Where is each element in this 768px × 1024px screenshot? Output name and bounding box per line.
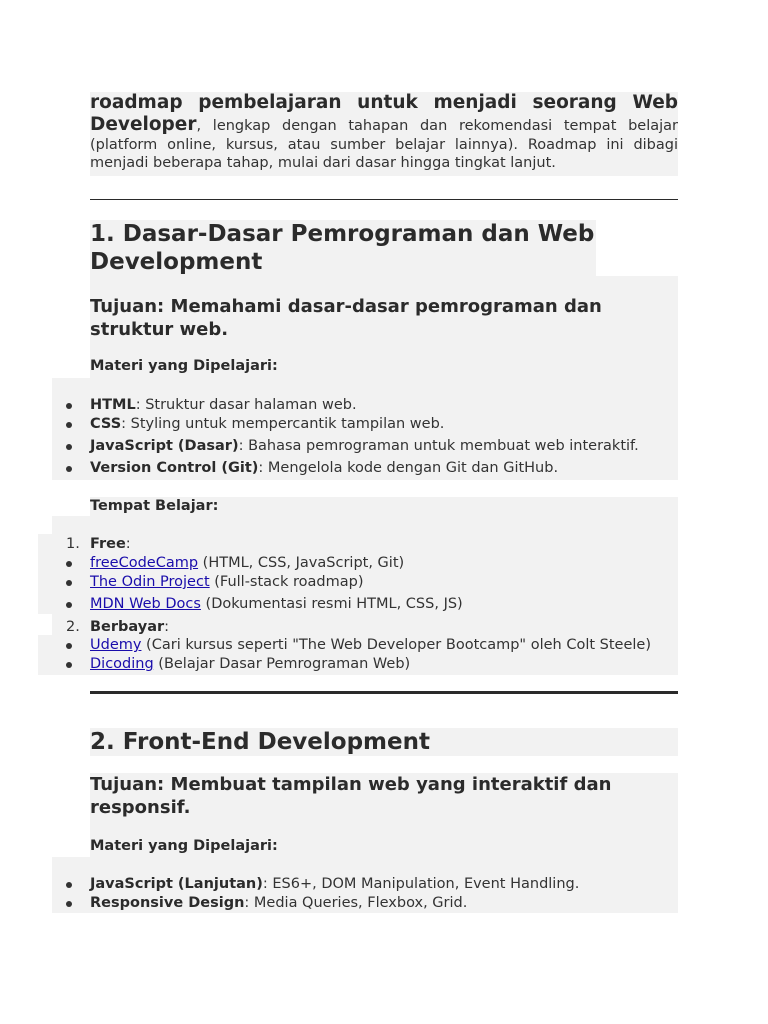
intro-text: , lengkap dengan tahapan dan rekomendasi tempat belajar (platform online, kursus, atau sumber belajar lainnya). Roadmap ini dibagi menjadi beberapa tahap, mulai dari dasar hingga tingkat lanjut. — [90, 118, 678, 171]
list-item: Dicoding (Belajar Dasar Pemrograman Web) — [90, 656, 411, 672]
list-bg-strip — [52, 378, 678, 396]
bullet-icon — [66, 901, 72, 907]
list-bg-strip — [52, 857, 678, 875]
bullet-icon — [66, 561, 72, 567]
list-number: 2. — [66, 619, 80, 635]
section1-goal: Tujuan: Memahami dasar-dasar pemrograman dan struktur web. — [90, 296, 602, 340]
paid-label: Berbayar: — [90, 619, 170, 635]
list-bg-strip — [52, 516, 678, 534]
section1-bg-strip — [90, 276, 678, 296]
intro-lead: roadmap pembelajaran untuk menjadi seorang Web Developer — [90, 92, 678, 135]
odin-project-link[interactable]: The Odin Project — [90, 574, 210, 590]
tempat-heading-box — [90, 497, 678, 516]
list-item: The Odin Project (Full-stack roadmap) — [90, 574, 364, 590]
freecodecamp-link[interactable]: freeCodeCamp — [90, 555, 199, 571]
mdn-web-docs-link[interactable]: MDN Web Docs — [90, 596, 201, 612]
bullet-icon — [66, 403, 72, 409]
bullet-icon — [66, 466, 72, 472]
section1-title: 1. Dasar-Dasar Pemrograman dan Web Development — [90, 221, 595, 275]
list-item: freeCodeCamp (HTML, CSS, JavaScript, Git) — [90, 555, 405, 571]
section2-goal: Tujuan: Membuat tampilan web yang interaktif dan responsif. — [90, 774, 612, 818]
section2-title-box — [90, 728, 678, 756]
list-item: Responsive Design: Media Queries, Flexbox, Grid. — [90, 895, 468, 911]
list-item: Version Control (Git): Mengelola kode dengan Git dan GitHub. — [90, 460, 559, 476]
intro-paragraph — [90, 92, 678, 176]
divider — [90, 199, 678, 200]
section1-tempat-heading: Tempat Belajar: — [90, 498, 219, 514]
list-item: MDN Web Docs (Dokumentasi resmi HTML, CSS, JS) — [90, 596, 463, 612]
section1-goal-box — [90, 295, 678, 378]
udemy-link[interactable]: Udemy — [90, 637, 142, 653]
section2-goal-box — [90, 773, 678, 857]
list-item: Udemy (Cari kursus seperti "The Web Developer Bootcamp" oleh Colt Steele) — [90, 637, 651, 653]
list-item: HTML: Struktur dasar halaman web. — [90, 397, 357, 413]
section1-materi-heading: Materi yang Dipelajari: — [90, 358, 278, 374]
divider — [90, 691, 678, 694]
section2-materi-heading: Materi yang Dipelajari: — [90, 838, 278, 854]
list-item: JavaScript (Dasar): Bahasa pemrograman untuk membuat web interaktif. — [90, 438, 639, 454]
list-item: CSS: Styling untuk mempercantik tampilan web. — [90, 416, 445, 432]
bullet-icon — [66, 882, 72, 888]
dicoding-link[interactable]: Dicoding — [90, 656, 154, 672]
free-label: Free: — [90, 536, 131, 552]
list-item: JavaScript (Lanjutan): ES6+, DOM Manipulation, Event Handling. — [90, 876, 580, 892]
bullet-icon — [66, 422, 72, 428]
bullet-icon — [66, 444, 72, 450]
section1-title-box — [90, 220, 596, 276]
bullet-icon — [66, 602, 72, 608]
bullet-icon — [66, 662, 72, 668]
list-gap — [38, 614, 52, 635]
bullet-icon — [66, 643, 72, 649]
list-number: 1. — [66, 536, 80, 552]
section2-title: 2. Front-End Development — [90, 729, 430, 755]
bullet-icon — [66, 580, 72, 586]
